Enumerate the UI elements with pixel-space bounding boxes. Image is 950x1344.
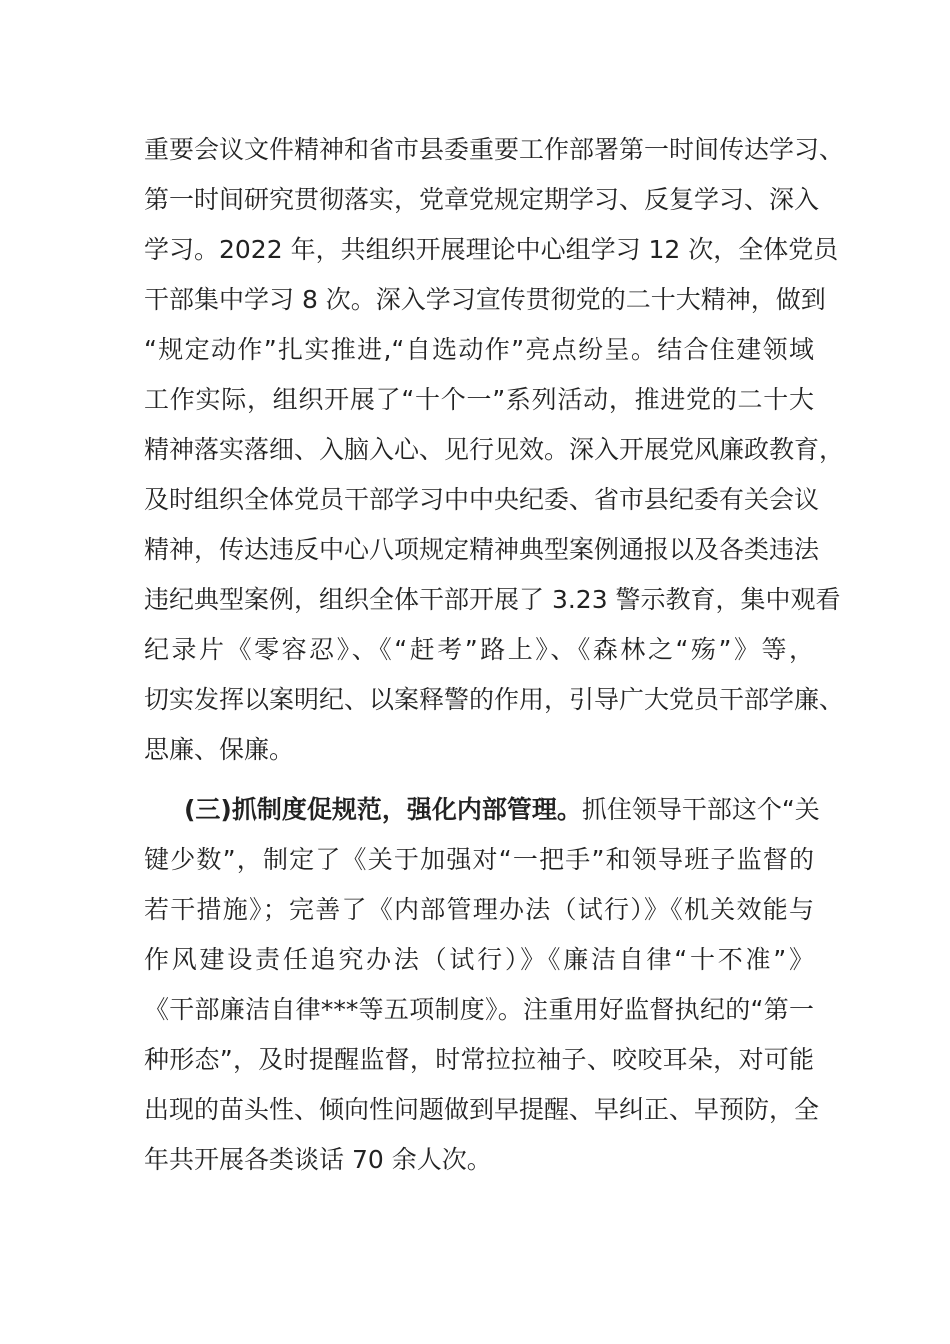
paragraph2-line-6: 种形态”，及时提醒监督，时常拉拉袖子、咬咬耳朵，对可能 [144,1045,814,1074]
section-heading: (三)抓制度促规范，强化内部管理。 [184,795,582,824]
paragraph1-line-11: 纪录片《零容忍》、《“赶考”路上》、《森林之“殇”》等， [144,635,814,664]
paragraph2-line-3: 若干措施》；完善了《内部管理办法（试行）》《机关效能与 [144,895,814,924]
paragraph2-first-line [184,788,820,832]
paragraph1-line-9: 精神，传达违反中心八项规定精神典型案例通报以及各类违法 [144,535,820,564]
paragraph2-line-8: 年共开展各类谈话 70 余人次。 [144,1145,492,1174]
paragraph1-line-4: 干部集中学习 8 次。深入学习宣传贯彻党的二十大精神，做到 [144,285,826,314]
paragraph1-line-7: 精神落实落细、入脑入心、见行见效。深入开展党风廉政教育， [144,435,845,464]
paragraph2-line-2: 键少数”，制定了《关于加强对“一把手”和领导班子监督的 [144,845,814,874]
paragraph1-line-13: 思廉、保廉。 [144,735,295,764]
paragraph1-line-3: 学习。2022 年，共组织开展理论中心组学习 12 次，全体党员 [144,235,839,264]
paragraph1-line-1: 重要会议文件精神和省市县委重要工作部署第一时间传达学习、 [144,135,845,164]
paragraph1-line-8: 及时组织全体党员干部学习中中央纪委、省市县纪委有关会议 [144,485,820,514]
paragraph1-line-5: “规定动作”扎实推进,“自选动作”亮点纷呈。结合住建领域 [144,335,814,364]
paragraph1-line-10: 违纪典型案例，组织全体干部开展了 3.23 警示教育，集中观看 [144,585,841,614]
paragraph2-line-7: 出现的苗头性、倾向性问题做到早提醒、早纠正、早预防，全 [144,1095,820,1124]
paragraph2-line-5: 《干部廉洁自律***等五项制度》。注重用好监督执纪的“第一 [144,995,814,1024]
paragraph2-line-4: 作风建设责任追究办法（试行）》《廉洁自律“十不准”》 [144,945,814,974]
paragraph1-line-6: 工作实际，组织开展了“十个一”系列活动，推进党的二十大 [144,385,814,414]
paragraph1-line-12: 切实发挥以案明纪、以案释警的作用，引导广大党员干部学廉、 [144,685,845,714]
paragraph1-line-2: 第一时间研究贯彻落实，党章党规定期学习、反复学习、深入 [144,185,820,214]
paragraph2-first-line-text: 抓住领导干部这个“关 [581,795,820,824]
